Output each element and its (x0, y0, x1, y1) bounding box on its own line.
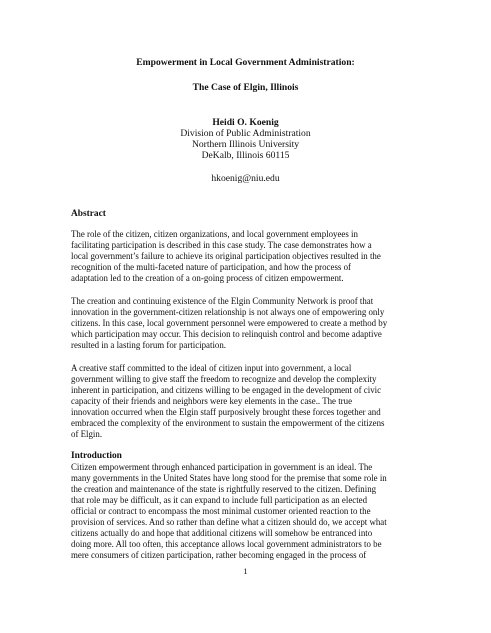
abstract-heading: Abstract (71, 209, 106, 219)
text-line: The creation and continuing existence of the Elgin Community Network is proof that (71, 296, 374, 306)
text-line: that role may be difficult, as it can expand to include full participation as an elected (71, 495, 368, 505)
page-number: 1 (243, 566, 248, 576)
text-line: innovation in the government-citizen relationship is not always one of empowering only (71, 307, 385, 317)
text-line: government willing to give staff the freedom to recognize and develop the complexity (71, 374, 377, 384)
text-line: The role of the citizen, citizen organizations, and local government employees in (71, 229, 358, 239)
text-line: citizens. In this case, local government personnel were empowered to create a method by (71, 318, 388, 328)
text-line: facilitating participation is described in this case study. The case demonstrates how a (71, 240, 372, 250)
text-line: A creative staff committed to the ideal of citizen input into government, a local (71, 363, 352, 373)
paper-subtitle: The Case of Elgin, Illinois (192, 82, 299, 93)
abstract-paragraph-3 (71, 363, 427, 440)
author-name: Heidi O. Koenig (212, 117, 279, 128)
text-line: Citizen empowerment through enhanced participation in government is an ideal. The (71, 462, 373, 472)
text-line: of Elgin. (71, 429, 103, 439)
introduction-paragraph (71, 462, 427, 561)
author-email: hkoenig@niu.edu (211, 173, 280, 184)
text-line: resulted in a lasting forum for participation. (71, 340, 227, 350)
text-line: recognition of the multi-faceted nature of participation, and how the process of (71, 262, 351, 272)
text-line: provision of services. And so rather than define what a citizen should do, we accept what (71, 517, 387, 527)
text-line: inherent in participation, and citizens willing to be engaged in the development of civic (71, 385, 382, 395)
text-line: many governments in the United States have long stood for the premise that some role in (71, 473, 387, 483)
text-line: mere consumers of citizen participation, rather becoming engaged in the process of (71, 550, 367, 560)
paper-title: Empowerment in Local Government Administration: (136, 57, 355, 68)
text-line: adaptation led to the creation of a on-going process of citizen empowerment. (71, 273, 344, 283)
text-line: citizens actually do and hope that additional citizens will somehow be entranced into (71, 528, 373, 538)
text-line: innovation occurred when the Elgin staff purposively brought these forces together and (71, 407, 381, 417)
text-line: official or contract to encompass the most minimal customer oriented reaction to the (71, 506, 371, 516)
author-affiliation-line: Northern Illinois University (191, 139, 300, 150)
text-line: doing more. All too often, this acceptance allows local government administrators to be (71, 539, 382, 549)
text-line: embraced the complexity of the environment to sustain the empowerment of the citizens (71, 418, 385, 428)
author-affiliation-line: DeKalb, Illinois 60115 (201, 150, 290, 161)
text-line: local government’s failure to achieve its original participation objectives resulted in the (71, 251, 381, 261)
abstract-paragraph-2 (71, 296, 427, 351)
introduction-heading: Introduction (71, 451, 122, 461)
abstract-paragraph-1 (71, 229, 427, 284)
text-line: capacity of their friends and neighbors were key elements in the case.. The true (71, 396, 353, 406)
text-line: which participation may occur. This decision to relinquish control and become adaptive (71, 329, 382, 339)
text-line: the creation and maintenance of the state is rightfully reserved to the citizen. Defining (71, 484, 377, 494)
author-affiliation-line: Division of Public Administration (180, 128, 311, 139)
